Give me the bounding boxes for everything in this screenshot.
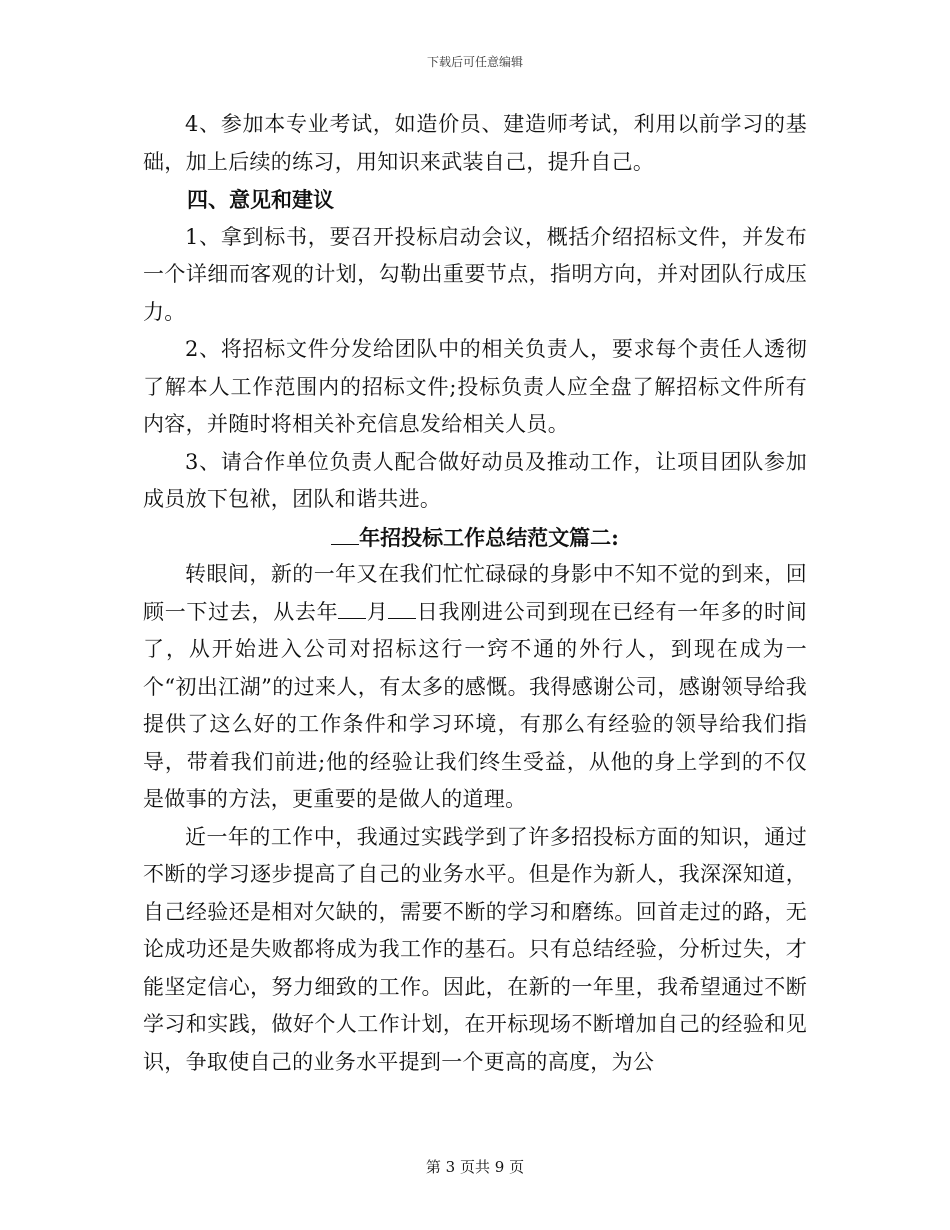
paragraph-intro-part-2: 月 bbox=[366, 599, 389, 624]
paragraph-exam-plan: 4、参加本专业考试，如造价员、建造师考试，利用以前学习的基础，加上后续的练习，用知识来武装自己，提升自己。 bbox=[143, 112, 807, 174]
paragraph-year-review: 近一年的工作中，我通过实践学到了许多招投标方面的知识，通过不断的学习逐步提高了自己的业务水平。但是作为新人，我深深知道，自己经验还是相对欠缺的，需要不断的学习和磨练。回首走过的路，无论成功还是失败都将成为我工作的基石。只有总结经验，分析过失，才能坚定信心，努力细致的工作。因此，在新的一年里，我希望通过不断学习和实践，做好个人工作计划，在开标现场不断增加自己的经验和见识，争取使自己的业务水平提到一个更高的高度，为公 bbox=[143, 824, 807, 1074]
article-title bbox=[143, 519, 807, 557]
blank-underline bbox=[331, 526, 359, 545]
article-title-text: 年招投标工作总结范文篇二: bbox=[359, 524, 619, 550]
blank-underline bbox=[338, 600, 366, 619]
document-body bbox=[143, 106, 807, 1081]
section-heading-suggestions: 四、意见和建议 bbox=[187, 187, 334, 212]
paragraph-suggestion-2: 2、将招标文件分发给团队中的相关负责人，要求每个责任人透彻了解本人工作范围内的招标文件;投标负责人应全盘了解招标文件所有内容，并随时将相关补充信息发给相关人员。 bbox=[143, 337, 807, 436]
paragraph-suggestion-1: 1、拿到标书，要召开投标启动会议，概括介绍招标文件，并发布一个详细而客观的计划，勾勒出重要节点，指明方向，并对团队行成压力。 bbox=[143, 224, 807, 324]
page-number: 第 3 页共 9 页 bbox=[425, 1158, 525, 1176]
paragraph-suggestion-3: 3、请合作单位负责人配合做好动员及推动工作，让项目团队参加成员放下包袱，团队和谐共进。 bbox=[143, 449, 807, 511]
page-header-note: 下载后可任意编辑 bbox=[426, 55, 523, 69]
blank-underline bbox=[388, 600, 416, 619]
paragraph-intro-part-1: 转眼间，新的一年又在我们忙忙碌碌的身影中不知不觉的到来，回顾一下过去，从去年 bbox=[143, 562, 807, 624]
paragraph-intro-part-3: 日我刚进公司到现在已经有一年多的时间了，从开始进入公司对招标这行一窍不通的外行人，到现在成为一个“初出江湖”的过来人，有太多的感慨。我得感谢公司，感谢领导给我提供了这么好的工作条件和学习环境，有那么有经验的领导给我们指导，带着我们前进;他的经验让我们终生受益，从他的身上学到的不仅是做事的方法，更重要的是做人的道理。 bbox=[143, 599, 807, 811]
paragraph-intro bbox=[143, 556, 807, 819]
